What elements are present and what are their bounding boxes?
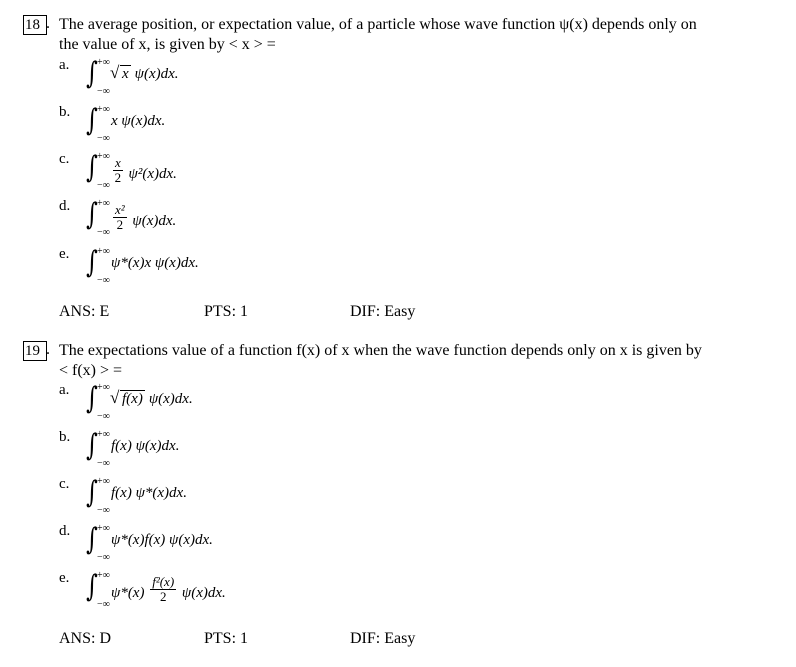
question-number-dot: . bbox=[46, 15, 50, 32]
lower-limit: −∞ bbox=[97, 458, 110, 469]
option-c bbox=[0, 151, 796, 195]
square-root bbox=[111, 66, 131, 83]
answer: ANS: D bbox=[59, 630, 112, 647]
option-b bbox=[0, 429, 796, 473]
integrand-text: ψ²(x)dx. bbox=[128, 165, 177, 182]
answer: ANS: E bbox=[59, 303, 110, 320]
lower-limit: −∞ bbox=[97, 552, 110, 563]
lower-limit: −∞ bbox=[97, 411, 110, 422]
points: PTS: 1 bbox=[204, 630, 249, 647]
integrand-text: ψ*(x)x ψ(x)dx. bbox=[111, 255, 199, 271]
option-a bbox=[0, 382, 796, 426]
lower-limit: −∞ bbox=[97, 180, 110, 191]
integral-sign-icon: ∫ bbox=[86, 56, 98, 91]
numerator: f²(x) bbox=[152, 574, 175, 589]
option-d bbox=[0, 523, 796, 567]
question-number-box: 19 bbox=[23, 341, 47, 361]
lower-limit: −∞ bbox=[97, 599, 110, 610]
integrand-text: x ψ(x)dx. bbox=[111, 113, 166, 129]
square-root bbox=[111, 391, 145, 408]
fraction bbox=[113, 156, 123, 185]
option-a bbox=[0, 57, 796, 101]
upper-limit: +∞ bbox=[97, 523, 110, 534]
integrand-text: ψ*(x)f(x) ψ(x)dx. bbox=[111, 532, 213, 548]
lower-limit: −∞ bbox=[97, 86, 110, 97]
difficulty: DIF: Easy bbox=[350, 303, 416, 320]
integrand bbox=[111, 66, 179, 83]
option-letter: a. bbox=[59, 57, 70, 73]
integrand bbox=[111, 485, 187, 502]
difficulty: DIF: Easy bbox=[350, 630, 416, 647]
upper-limit: +∞ bbox=[97, 382, 110, 393]
integrand-text: ψ(x)dx. bbox=[148, 391, 193, 407]
integrand bbox=[111, 202, 177, 236]
option-c bbox=[0, 476, 796, 520]
integrand bbox=[111, 391, 193, 408]
denominator: 2 bbox=[114, 170, 122, 185]
integral-sign-icon: ∫ bbox=[86, 381, 98, 416]
option-letter: c. bbox=[59, 151, 70, 167]
question-stem bbox=[59, 341, 739, 381]
denominator: 2 bbox=[159, 589, 167, 604]
lower-limit: −∞ bbox=[97, 275, 110, 286]
stem-line-1: The average position, or expectation value, of a particle whose wave function ψ(x) depends only on bbox=[59, 16, 697, 33]
numerator: x bbox=[115, 155, 121, 170]
integrand-prefix: ψ*(x) bbox=[111, 584, 145, 601]
integrand-text: ψ(x)dx. bbox=[132, 212, 177, 229]
upper-limit: +∞ bbox=[97, 151, 110, 162]
lower-limit: −∞ bbox=[97, 133, 110, 144]
question-stem bbox=[59, 15, 739, 55]
integral-sign-icon: ∫ bbox=[86, 475, 98, 510]
integral-sign-icon: ∫ bbox=[86, 150, 98, 185]
integrand bbox=[111, 438, 179, 455]
radicand: x bbox=[122, 66, 129, 82]
integral-sign-icon: ∫ bbox=[86, 522, 98, 557]
denominator: 2 bbox=[116, 217, 124, 232]
upper-limit: +∞ bbox=[97, 429, 110, 440]
option-letter: d. bbox=[59, 198, 71, 214]
integral-sign-icon: ∫ bbox=[86, 245, 98, 280]
fraction bbox=[113, 203, 127, 232]
upper-limit: +∞ bbox=[97, 246, 110, 257]
question-number-dot: . bbox=[46, 341, 50, 358]
integrand bbox=[111, 574, 226, 608]
option-letter: b. bbox=[59, 429, 71, 445]
integrand bbox=[111, 155, 177, 189]
upper-limit: +∞ bbox=[97, 476, 110, 487]
lower-limit: −∞ bbox=[97, 227, 110, 238]
integrand-text: ψ(x)dx. bbox=[181, 584, 226, 601]
lower-limit: −∞ bbox=[97, 505, 110, 516]
integrand-text: f(x) ψ*(x)dx. bbox=[111, 485, 187, 501]
points: PTS: 1 bbox=[204, 303, 249, 320]
option-letter: e. bbox=[59, 246, 70, 262]
option-letter: c. bbox=[59, 476, 70, 492]
stem-line-1: The expectations value of a function f(x) of x when the wave function depends only on x is given by bbox=[59, 342, 702, 359]
option-letter: a. bbox=[59, 382, 70, 398]
upper-limit: +∞ bbox=[97, 104, 110, 115]
integral-sign-icon: ∫ bbox=[86, 569, 98, 604]
integrand bbox=[111, 532, 213, 549]
fraction bbox=[150, 575, 176, 604]
integrand bbox=[111, 113, 165, 130]
option-d bbox=[0, 198, 796, 242]
integrand-text: f(x) ψ(x)dx. bbox=[111, 438, 180, 454]
upper-limit: +∞ bbox=[97, 198, 110, 209]
integral-sign-icon: ∫ bbox=[86, 197, 98, 232]
upper-limit: +∞ bbox=[97, 570, 110, 581]
upper-limit: +∞ bbox=[97, 57, 110, 68]
stem-line-2: the value of x, is given by < x > = bbox=[59, 36, 276, 53]
radicand: f(x) bbox=[122, 391, 143, 407]
integral-sign-icon: ∫ bbox=[86, 428, 98, 463]
integrand-text: ψ(x)dx. bbox=[134, 66, 179, 82]
option-letter: e. bbox=[59, 570, 70, 586]
stem-line-2: < f(x) > = bbox=[59, 362, 123, 379]
option-e bbox=[0, 246, 796, 290]
integrand bbox=[111, 255, 199, 272]
option-letter: d. bbox=[59, 523, 71, 539]
numerator: x² bbox=[115, 202, 125, 217]
question-number-box: 18 bbox=[23, 15, 47, 35]
option-e bbox=[0, 570, 796, 614]
option-letter: b. bbox=[59, 104, 71, 120]
integral-sign-icon: ∫ bbox=[86, 103, 98, 138]
option-b bbox=[0, 104, 796, 148]
